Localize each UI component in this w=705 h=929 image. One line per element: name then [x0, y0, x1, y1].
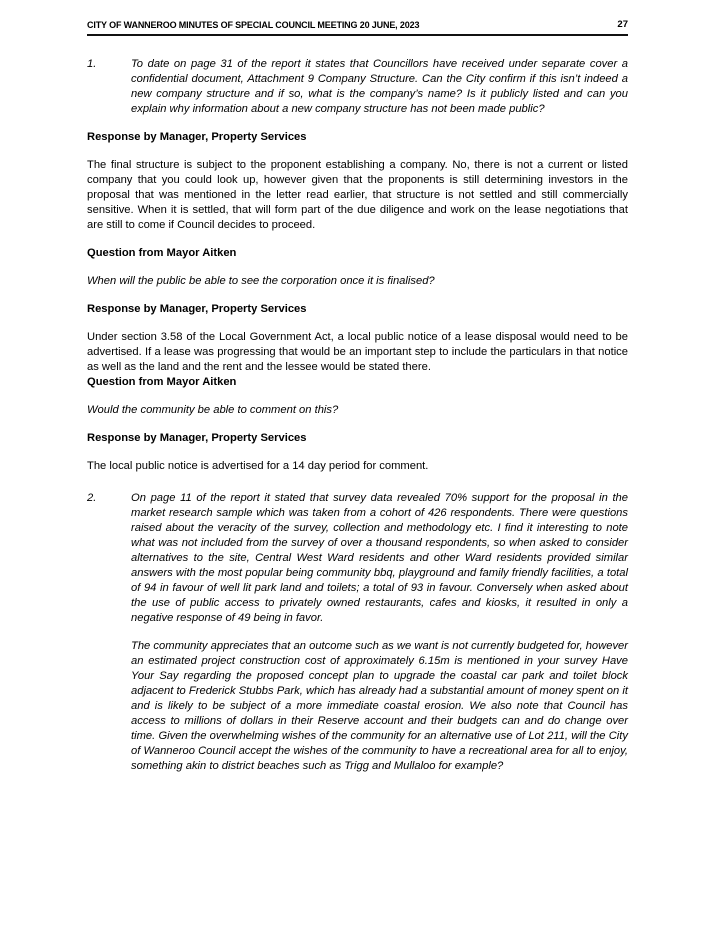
header-title: CITY OF WANNEROO MINUTES OF SPECIAL COUNCIL MEETING 20 JUNE, 2023 [87, 20, 420, 30]
document-body [87, 57, 628, 774]
question-text: Would the community be able to comment on this? [87, 404, 339, 416]
numbered-item [87, 57, 628, 117]
item-text: On page 11 of the report it stated that survey data revealed 70% support for the proposal in the market research sample which was taken from a cohort of 426 respondents. There were questions raised about the veracity of the survey, collection and methodology etc. I find it interesting to note what was not included from the survey of over a thousand respondents, so when asked to consider alternatives to the site, Central West Ward residents and other Ward residents provided similar answers with the most popular being community bbq, playground and family friendly facilities, a total of 94 in favour of well lit park land and toilets; a total of 93 in favour. Conversely when asked about the use of public access to privately owned restaurants, cafes and kiosks, it resulted in only a negative response of 49 being in favor. [131, 492, 628, 624]
item-text: To date on page 31 of the report it states that Councillors have received under separate cover a confidential document, Attachment 9 Company Structure. Can the City confirm if this isn’t indeed a new company structure and if so, what is the company’s name? Is it publicly listed and can you explain why information about a new company structure has not been made public? [131, 58, 628, 115]
item-number: 2. [87, 492, 97, 504]
section-heading: Response by Manager, Property Services [87, 303, 307, 315]
section-heading: Response by Manager, Property Services [87, 131, 307, 143]
body-paragraph: The local public notice is advertised for a 14 day period for comment. [87, 460, 429, 472]
page-header [87, 19, 628, 36]
section-heading: Question from Mayor Aitken [87, 376, 237, 388]
numbered-item [87, 491, 628, 626]
section-heading: Question from Mayor Aitken [87, 247, 237, 259]
body-paragraph: The final structure is subject to the proponent establishing a company. No, there is not a current or listed company that you could look up, however given that the proponents is still determining investors in the proposal that was mentioned in the letter read earlier, that structure is not settled and still commercially sensitive. When it is settled, that will form part of the due diligence and work on the lease negotiations that are still to come if Council decides to proceed. [87, 159, 628, 231]
item-continuation: The community appreciates that an outcome such as we want is not currently budgeted for, however an estimated project construction cost of approximately 6.15m is mentioned in your survey Have Your Say regarding the proposed concept plan to upgrade the coastal car park and toilet block adjacent to Frederick Stubbs Park, which has already had a substantial amount of money spent on it and is likely to be subject of a more immediate coastal erosion. We also note that Council has access to millions of dollars in their Reserve account and their budgets can and do change over time. Given the overwhelming wishes of the community for an alternative use of Lot 211, will the City of Wanneroo Council accept the wishes of the community to have a recreational area for all to enjoy, something akin to district beaches such as Trigg and Mullaloo for example? [131, 640, 628, 772]
header-page-number: 27 [617, 19, 628, 30]
item-number: 1. [87, 58, 97, 70]
body-paragraph: Under section 3.58 of the Local Government Act, a local public notice of a lease disposal would need to be advertised. If a lease was progressing that would be an important step to include the particulars in that notice as well as the land and the rent and the lessee would be stated there. [87, 331, 628, 373]
question-text: When will the public be able to see the corporation once it is finalised? [87, 275, 435, 287]
section-heading: Response by Manager, Property Services [87, 432, 307, 444]
